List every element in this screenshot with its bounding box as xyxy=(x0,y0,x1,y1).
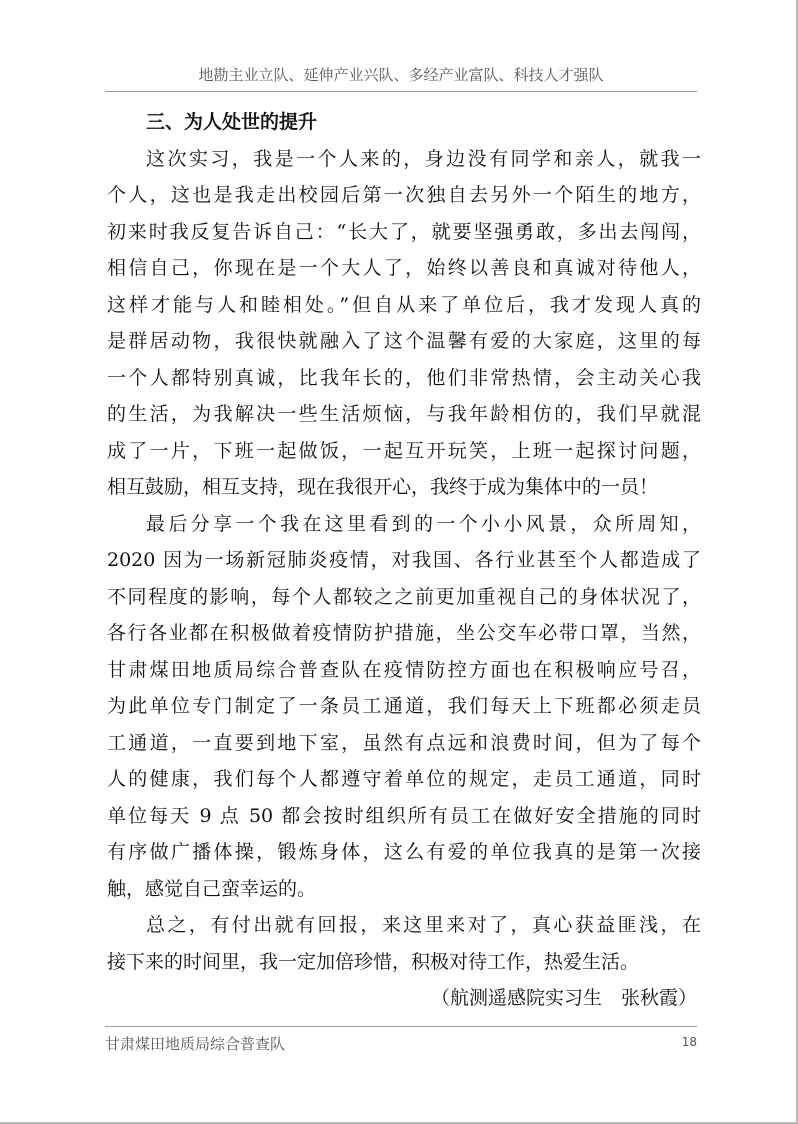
paragraph-line: 是群居动物，我很快就融入了这个温馨有爱的大家庭，这里的每 xyxy=(107,330,701,352)
paragraph-line: 最后分享一个我在这里看到的一个小小风景，众所周知， xyxy=(146,512,701,535)
paragraph-line: 触，感觉自己蛮幸运的。 xyxy=(107,877,317,900)
paragraph-line: 一个人都特别真诚，比我年长的，他们非常热情，会主动关心我 xyxy=(107,366,701,389)
paragraph-1 xyxy=(107,141,701,506)
paragraph-line: 个人，这也是我走出校园后第一次独自去另外一个陌生的地方， xyxy=(107,184,701,206)
paragraph-line: 初来时我反复告诉自己：“长大了，就要坚强勇敢，多出去闯闯， xyxy=(107,220,701,243)
section-heading: 三、为人处世的提升 xyxy=(146,111,318,133)
paragraph-line: 相信自己，你现在是一个大人了，始终以善良和真诚对待他人， xyxy=(107,257,701,279)
paragraph-line: 甘肃煤田地质局综合普查队在疫情防控方面也在积极响应号召， xyxy=(107,658,701,681)
paragraph-line: 成了一片，下班一起做饭，一起互开玩笑，上班一起探讨问题， xyxy=(107,439,701,462)
page-footer xyxy=(105,1026,697,1054)
paragraph-line: 的生活，为我解决一些生活烦恼，与我年龄相仿的，我们早就混 xyxy=(107,403,701,425)
paragraph-line: 这样才能与人和睦相处。”但自从来了单位后，我才发现人真的 xyxy=(107,293,701,316)
paragraph-line: 人的健康，我们每个人都遵守着单位的规定，走员工通道，同时 xyxy=(107,768,701,790)
paragraph-line: 相互鼓励，相互支持，现在我很开心，我终于成为集体中的一员！ xyxy=(107,476,659,498)
paragraph-line: 这次实习，我是一个人来的，身边没有同学和亲人，就我一 xyxy=(146,147,701,170)
page-number: 18 xyxy=(681,1035,697,1049)
author-signature: （航测遥感院实习生 张秋霞） xyxy=(430,987,697,1009)
paragraph-line: 工通道，一直要到地下室，虽然有点远和浪费时间，但为了每个 xyxy=(107,731,701,754)
paragraph-line: 单位每天 9 点 50 都会按时组织所有员工在做好安全措施的同时 xyxy=(107,804,701,827)
footer-organization: 甘肃煤田地质局综合普查队 xyxy=(105,1035,286,1053)
paragraph-2 xyxy=(107,506,701,908)
paragraph-line: 为此单位专门制定了一条员工通道，我们每天上下班都必须走员 xyxy=(107,695,701,717)
paragraph-line: 2020 因为一场新冠肺炎疫情，对我国、各行业甚至个人都造成了 xyxy=(107,549,701,571)
paragraph-line: 各行各业都在积极做着疫情防护措施，坐公交车必带口罩，当然， xyxy=(107,622,701,644)
paragraph-line: 总之，有付出就有回报，来这里来对了，真心获益匪浅，在 xyxy=(146,914,701,936)
paragraph-line: 不同程度的影响，每个人都较之之前更加重视自己的身体状况了， xyxy=(107,585,701,608)
page-header: 地勘主业立队、延伸产业兴队、多经产业富队、科技人才强队 xyxy=(105,64,697,92)
paragraph-line: 有序做广播体操，锻炼身体，这么有爱的单位我真的是第一次接 xyxy=(107,841,701,863)
document-body xyxy=(107,104,701,1017)
paragraph-line: 接下来的时间里，我一定加倍珍惜，积极对待工作，热爱生活。 xyxy=(107,950,640,973)
paragraph-3 xyxy=(107,907,701,980)
